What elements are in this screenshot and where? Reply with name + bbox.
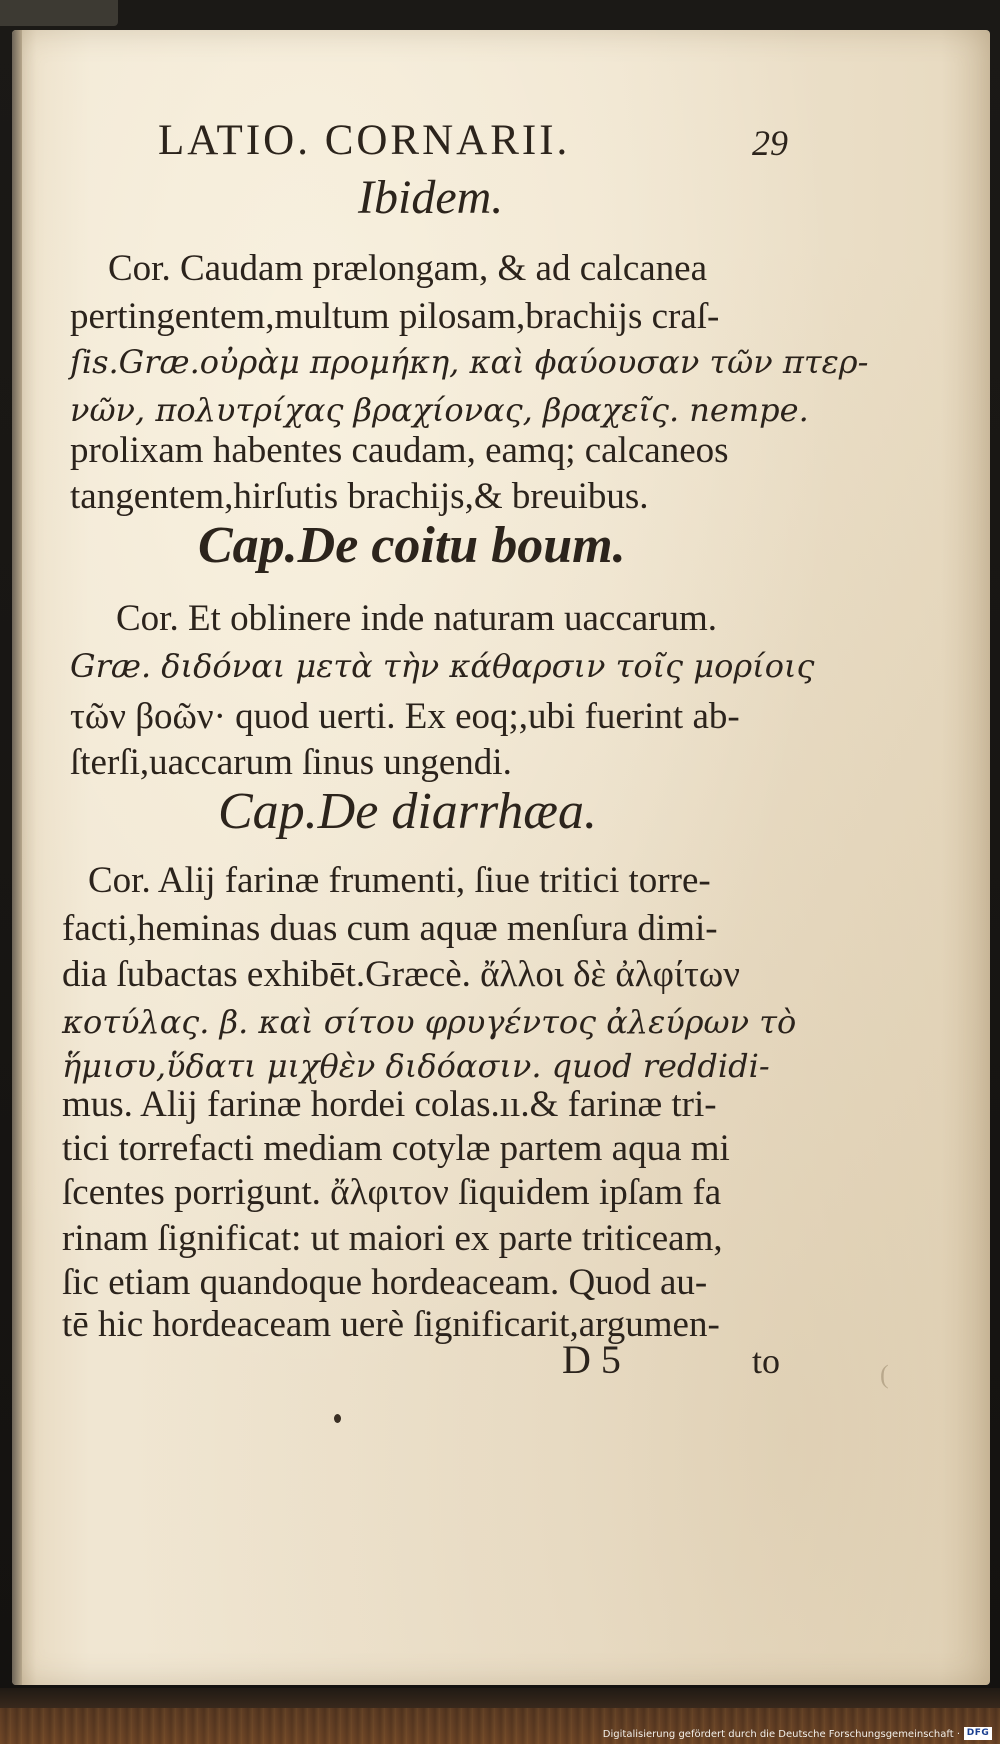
scan-clip [0,0,118,26]
running-head: LATIO. CORNARII. [158,117,571,164]
faint-mark: ( [880,1360,889,1389]
text-line: Græ. διδόναι μετὰ τὴν κάθαρσιν τοῖς μορίοις [70,647,815,685]
text-line: ſterſi,uaccarum ſinus ungendi. [70,742,512,783]
text-line: ſcentes porrigunt. ἄλφιτον ſiquidem ipſam fa [62,1172,722,1213]
text-line: tangentem,hirſutis brachijs,& breuibus. [70,476,649,517]
section-heading: Ibidem. [358,171,504,224]
section-heading: Cap.De coitu boum. [198,517,626,574]
catchword: to [752,1341,781,1381]
text-line: κοτύλας. β. καὶ σίτου φρυγέντος ἀλεύρων τὸ [62,1003,797,1041]
text-line: ἥμισυ,ὕδατι μιχθὲν διδόασιν. quod reddidi- [62,1047,770,1085]
ink-dot [334,1414,341,1423]
page-number: 29 [752,123,788,163]
text-line: tē hic hordeaceam uerè ſignificarit,argumen- [62,1304,720,1345]
text-line: Cor. Caudam prælongam, & ad calcanea [108,248,708,289]
text-line: ſic etiam quandoque hordeaceam. Quod au- [62,1262,708,1303]
text-line: rinam ſignificat: ut maiori ex parte triticeam, [62,1218,723,1259]
text-line: dia ſubactas exhibēt.Græcè. ἄλλοι δὲ ἀλφίτων [62,954,740,995]
section-heading: Cap.De diarrhæa. [218,783,597,840]
text-line: facti,heminas duas cum aquæ menſura dimi- [62,908,718,949]
text-line: tici torrefacti mediam cotylæ partem aqua mi [62,1128,730,1169]
dfg-logo: DFG [964,1727,992,1740]
text-line: prolixam habentes caudam, eamq; calcaneos [70,430,729,471]
text-line: Cor. Et oblinere inde naturam uaccarum. [116,598,718,639]
text-line: ſis.Græ.οὐρὰμ προμήκη, καὶ ϕαύουσαν τῶν πτερ- [70,343,869,381]
signature-mark: D 5 [562,1337,621,1382]
text-line: τῶν βοῶν· quod uerti. Ex eoq;,ubi fuerint ab- [70,696,740,737]
text-line: mus. Alij farinæ hordei colas.ıı.& farinæ tri- [62,1084,717,1125]
text-line: νῶν, πολυτρίχας βραχίονας, βραχεῖς. nempe. [70,391,809,429]
text-line: pertingentem,multum pilosam,brachijs craſ- [70,296,720,337]
text-line: Cor. Alij farinæ frumenti, ſiue tritici torre- [88,860,711,901]
page-gutter [12,30,22,1685]
digitization-note: Digitalisierung gefördert durch die Deutsche Forschungsgemeinschaft · [602,1729,960,1740]
